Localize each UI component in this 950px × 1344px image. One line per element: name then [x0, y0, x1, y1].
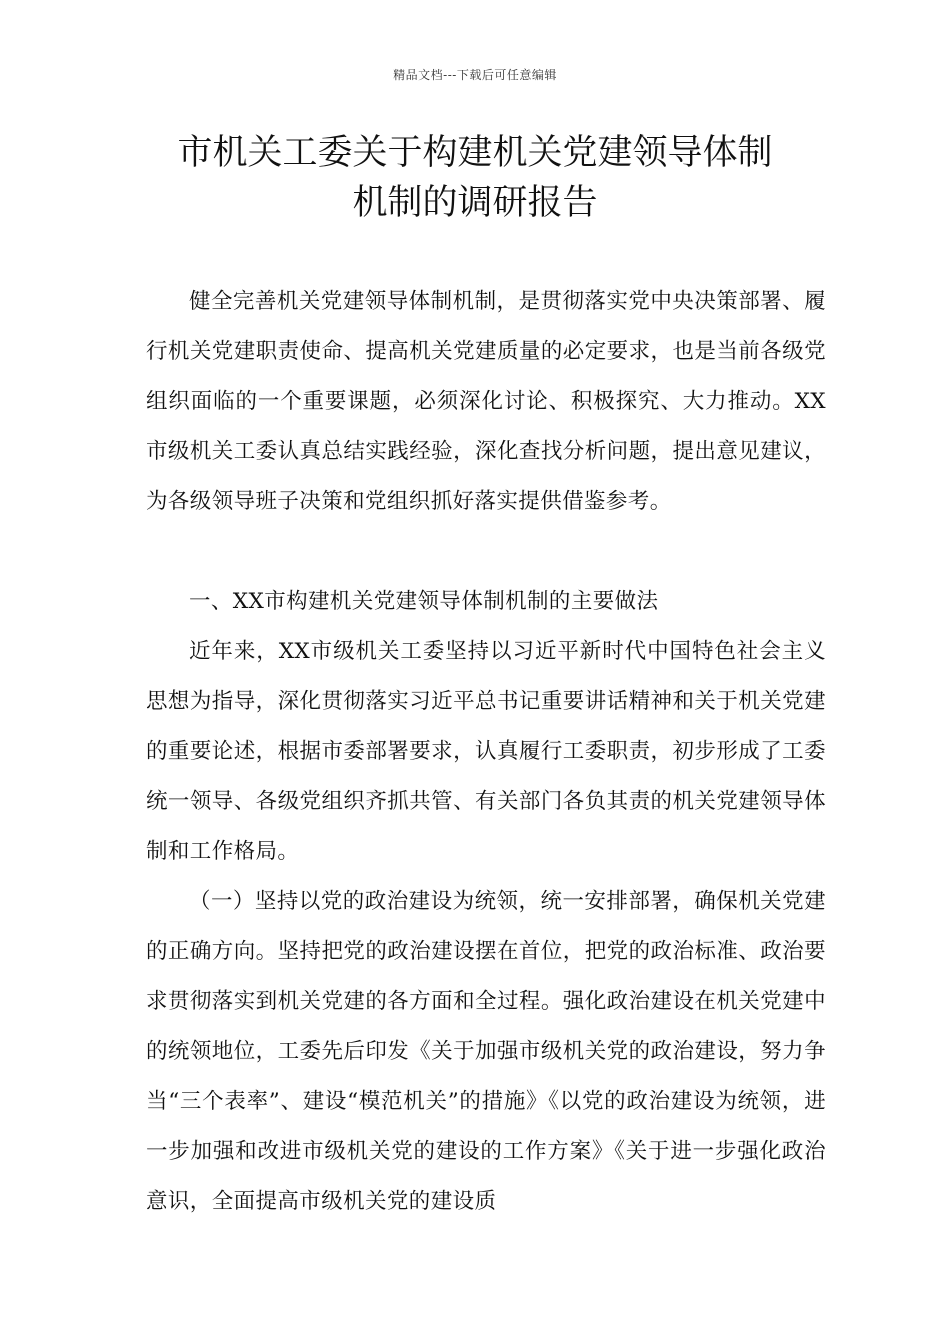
section-1-paragraph: 近年来，XX市级机关工委坚持以习近平新时代中国特色社会主义思想为指导，深化贯彻落实习近平总书记重要讲话精神和关于机关党建的重要论述，根据市委部署要求，认真履行工委职责，初步形成了工委统一领导、各级党组织齐抓共管、有关部门各负其责的机关党建领导体制和工作格局。	[146, 639, 826, 864]
intro-paragraph: 健全完善机关党建领导体制机制，是贯彻落实党中央决策部署、履行机关党建职责使命、提高机关党建质量的必定要求，也是当前各级党组织面临的一个重要课题，必须深化讨论、积极探究、大力推动。XX市级机关工委认真总结实践经验，深化查找分析问题，提出意见建议，为各级领导班子决策和党组织抓好落实提供借鉴参考。	[146, 289, 826, 514]
header-note: 精品文档---下载后可任意编辑	[393, 68, 557, 82]
section-1-block	[146, 577, 826, 1227]
title-line-2: 机制的调研报告	[352, 183, 598, 223]
title-line-1: 市机关工委关于构建机关党建领导体制	[177, 133, 773, 173]
section-1-heading: 一、XX市构建机关党建领导体制机制的主要做法	[189, 589, 659, 614]
document-title	[100, 128, 850, 228]
intro-block	[146, 277, 826, 527]
subsection-1-paragraph: （一）坚持以党的政治建设为统领，统一安排部署，确保机关党建的正确方向。坚持把党的政治建设摆在首位，把党的政治标准、政治要求贯彻落实到机关党建的各方面和全过程。强化政治建设在机关党建中的统领地位，工委先后印发《关于加强市级机关党的政治建设，努力争当“三个表率”、建设“模范机关”的措施》《以党的政治建设为统领，进一步加强和改进市级机关党的建设的工作方案》《关于进一步强化政治意识，全面提高市级机关党的建设质	[146, 889, 826, 1214]
